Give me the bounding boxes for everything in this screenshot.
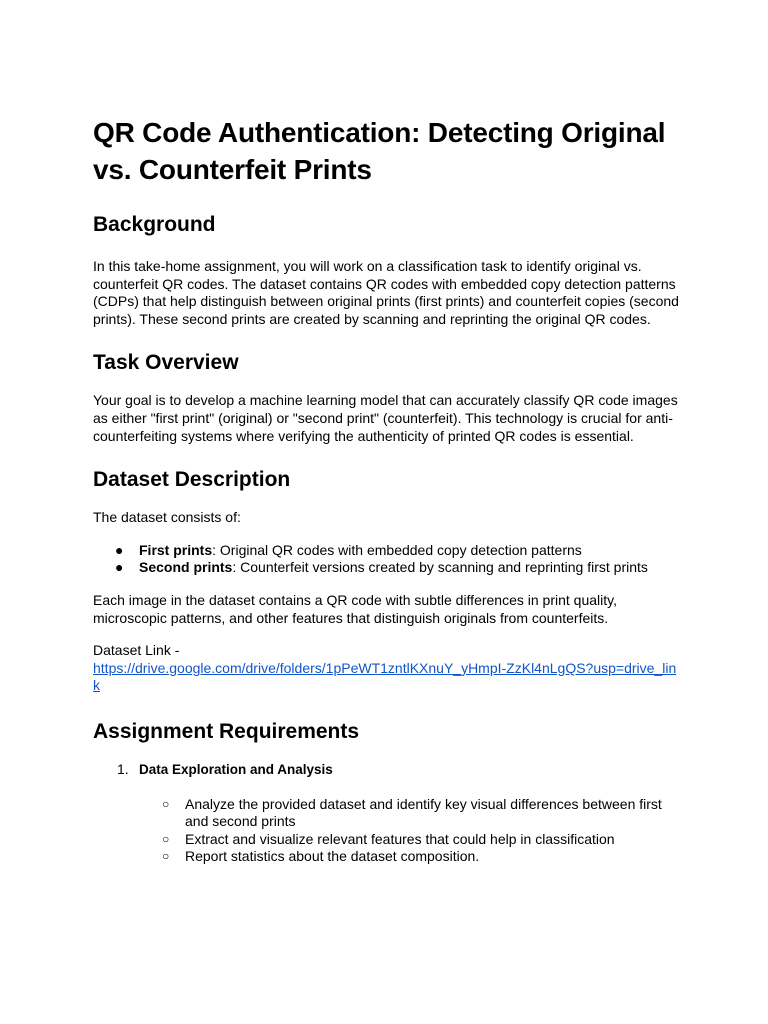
list-item	[139, 796, 689, 831]
list-item	[93, 559, 683, 577]
requirements-list	[93, 761, 683, 866]
requirement-title: Data Exploration and Analysis	[139, 761, 333, 777]
bullet-term: Second prints	[139, 559, 233, 576]
requirement-item	[93, 761, 683, 866]
dataset-details-paragraph: Each image in the dataset contains a QR code with subtle differences in print quality, microscopic patterns, and other features that distinguish originals from counterfeits.	[93, 591, 618, 626]
background-paragraph: In this take-home assignment, you will work on a classification task to identify original vs. counterfeit QR codes. The dataset contains QR codes with embedded copy detection patterns (CDPs) that help distinguish between original prints (first prints) and counterfeit copies (second prints). These second prints are created by scanning and reprinting the original QR codes.	[93, 258, 679, 327]
requirement-subitem-list	[139, 796, 683, 866]
bullet-icon: ●	[115, 541, 124, 558]
bullet-desc: : Original QR codes with embedded copy detection patterns	[212, 541, 582, 558]
subitem-text: Analyze the provided dataset and identify key visual differences between first and second prints	[185, 795, 662, 830]
bullet-desc: : Counterfeit versions created by scanning and reprinting first prints	[232, 559, 648, 576]
document-page	[93, 114, 683, 866]
heading-task-overview: Task Overview	[93, 351, 239, 375]
dataset-link[interactable]: https://drive.google.com/drive/folders/1pPeWT1zntlKXnuY_yHmpI-ZzKl4nLgQS?usp=drive_link	[93, 659, 677, 694]
list-item	[93, 542, 683, 560]
list-item	[139, 831, 689, 849]
bullet-term: First prints	[139, 541, 213, 558]
circle-bullet-icon: ○	[162, 796, 170, 811]
subitem-text: Extract and visualize relevant features that could help in classification	[185, 830, 615, 847]
dataset-link-label: Dataset Link -	[93, 642, 180, 659]
requirement-number: 1.	[117, 760, 129, 777]
circle-bullet-icon: ○	[162, 849, 170, 864]
heading-dataset-description: Dataset Description	[93, 468, 291, 492]
subitem-text: Report statistics about the dataset composition.	[185, 848, 480, 865]
list-item	[139, 848, 689, 866]
heading-background: Background	[93, 213, 216, 236]
dataset-bullet-list	[93, 542, 683, 577]
dataset-intro: The dataset consists of:	[93, 509, 241, 526]
circle-bullet-icon: ○	[162, 831, 170, 846]
bullet-icon: ●	[115, 559, 124, 576]
task-overview-paragraph: Your goal is to develop a machine learning model that can accurately classify QR code images as either "first print" (original) or "second print" (counterfeit). This technology is crucial for anti-counterfeiting systems where verifying the authenticity of printed QR codes is essential.	[93, 392, 678, 444]
heading-assignment-requirements: Assignment Requirements	[93, 719, 360, 743]
document-title: QR Code Authentication: Detecting Original vs. Counterfeit Prints	[93, 117, 666, 185]
